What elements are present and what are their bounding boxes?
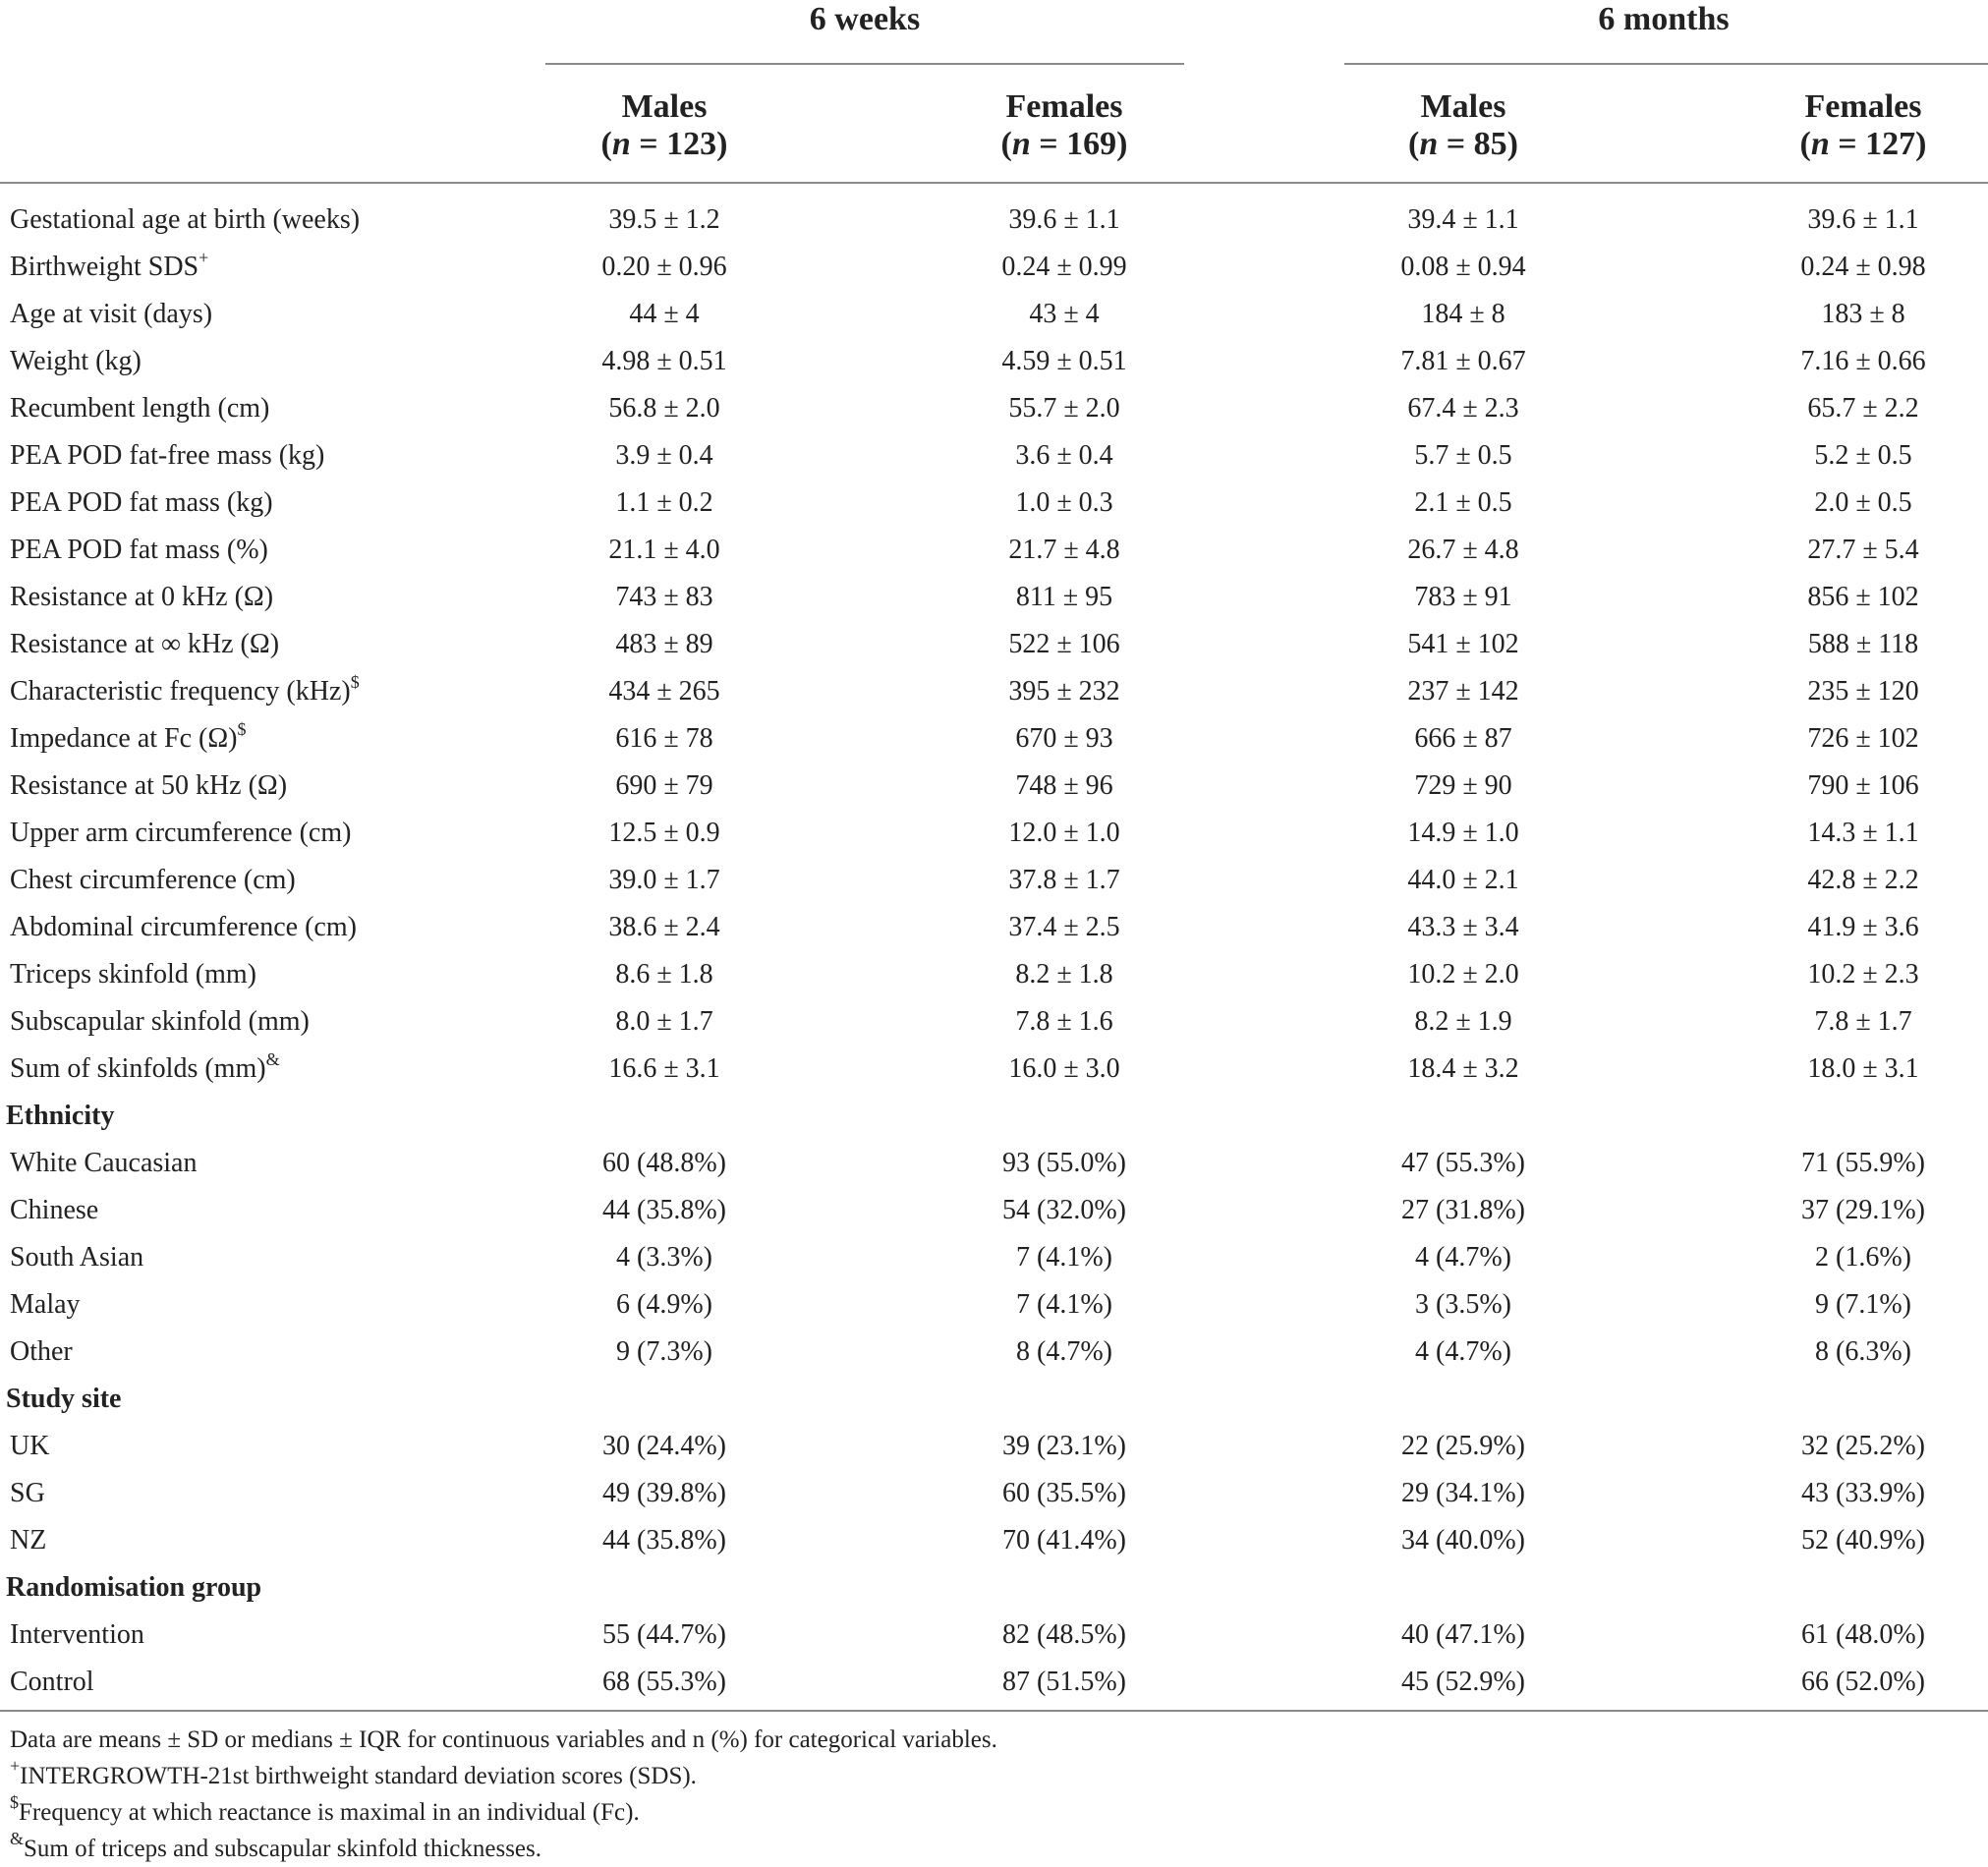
table-row bbox=[0, 998, 1988, 1046]
footnote-marker: $ bbox=[350, 672, 360, 692]
table-cell: 10.2 ± 2.0 bbox=[1407, 959, 1519, 990]
table-row bbox=[0, 1140, 1988, 1187]
row-label-text: PEA POD fat mass (kg) bbox=[10, 487, 273, 518]
n-label: n bbox=[611, 126, 631, 162]
column-header-n: (n = 123) bbox=[600, 126, 728, 162]
table-cell: 52 (40.9%) bbox=[1801, 1525, 1925, 1556]
row-label bbox=[10, 480, 273, 527]
table-row bbox=[0, 244, 1988, 291]
section-header-row bbox=[0, 1376, 1988, 1423]
table-row bbox=[0, 1659, 1988, 1706]
n-value: = 169 bbox=[1039, 126, 1117, 162]
table-cell: 12.0 ± 1.0 bbox=[1008, 818, 1120, 848]
table-cell: 34 (40.0%) bbox=[1401, 1525, 1525, 1556]
table-cell: 790 ± 106 bbox=[1807, 770, 1919, 801]
row-label-text: Recumbent length (cm) bbox=[10, 393, 270, 424]
table-row bbox=[0, 1470, 1988, 1517]
row-label-text: South Asian bbox=[10, 1242, 144, 1273]
footnote-text: INTERGROWTH-21st birthweight standard deviation scores (SDS). bbox=[20, 1763, 697, 1789]
row-label-text: PEA POD fat mass (%) bbox=[10, 535, 268, 565]
column-header-sex: Males bbox=[621, 88, 708, 125]
table-cell: 7.8 ± 1.7 bbox=[1814, 1006, 1912, 1037]
footer-rule bbox=[0, 1710, 1988, 1712]
table-cell: 45 (52.9%) bbox=[1401, 1667, 1525, 1697]
row-label-text: Weight (kg) bbox=[10, 346, 142, 376]
row-label bbox=[10, 1659, 94, 1706]
column-header-sex: Females bbox=[1804, 88, 1922, 125]
n-label: n bbox=[1011, 126, 1031, 162]
table-row bbox=[0, 763, 1988, 810]
row-label bbox=[10, 668, 360, 715]
n-value: = 123 bbox=[639, 126, 717, 162]
column-header-males-6-months bbox=[1335, 88, 1591, 163]
footnote bbox=[10, 1722, 1975, 1758]
column-header-n: (n = 85) bbox=[1408, 126, 1518, 162]
table-cell: 70 (41.4%) bbox=[1002, 1525, 1126, 1556]
row-label bbox=[10, 291, 212, 338]
table-cell: 541 ± 102 bbox=[1407, 629, 1519, 659]
table-cell: 522 ± 106 bbox=[1008, 629, 1120, 659]
row-label bbox=[10, 1187, 98, 1234]
table-cell: 39.6 ± 1.1 bbox=[1807, 204, 1919, 235]
table-row bbox=[0, 951, 1988, 998]
table-row bbox=[0, 1281, 1988, 1329]
table-cell: 811 ± 95 bbox=[1015, 582, 1113, 612]
row-label bbox=[10, 197, 360, 244]
table-cell: 856 ± 102 bbox=[1807, 582, 1919, 612]
table-cell: 93 (55.0%) bbox=[1002, 1148, 1126, 1178]
row-label bbox=[10, 1423, 49, 1470]
table-cell: 18.0 ± 3.1 bbox=[1807, 1053, 1919, 1084]
table-cell: 6 (4.9%) bbox=[616, 1289, 712, 1320]
table-row bbox=[0, 527, 1988, 574]
table-cell: 39.4 ± 1.1 bbox=[1407, 204, 1519, 235]
table-row bbox=[0, 810, 1988, 857]
section-label bbox=[6, 1376, 121, 1423]
table-cell: 8.2 ± 1.8 bbox=[1015, 959, 1113, 990]
table-cell: 47 (55.3%) bbox=[1401, 1148, 1525, 1178]
table-cell: 14.3 ± 1.1 bbox=[1807, 818, 1919, 848]
table-row bbox=[0, 904, 1988, 951]
row-label-text: Ethnicity bbox=[6, 1101, 115, 1131]
header-rule bbox=[0, 182, 1988, 184]
table-cell: 7.8 ± 1.6 bbox=[1015, 1006, 1113, 1037]
row-label bbox=[10, 244, 208, 291]
table-row bbox=[0, 1423, 1988, 1470]
table-cell: 61 (48.0%) bbox=[1801, 1619, 1925, 1650]
table-cell: 32 (25.2%) bbox=[1801, 1431, 1925, 1461]
table-cell: 666 ± 87 bbox=[1414, 723, 1512, 754]
table-cell: 60 (48.8%) bbox=[602, 1148, 726, 1178]
table-cell: 82 (48.5%) bbox=[1002, 1619, 1126, 1650]
row-label-text: Sum of skinfolds (mm) bbox=[10, 1053, 266, 1084]
table-cell: 18.4 ± 3.2 bbox=[1407, 1053, 1519, 1084]
table-cell: 1.0 ± 0.3 bbox=[1015, 487, 1113, 518]
section-label bbox=[6, 1564, 261, 1612]
group-header-6-months: 6 months bbox=[1598, 1, 1730, 37]
row-label bbox=[10, 763, 287, 810]
table-cell: 7.81 ± 0.67 bbox=[1400, 346, 1526, 376]
table-cell: 41.9 ± 3.6 bbox=[1807, 912, 1919, 942]
row-label-text: Resistance at 50 kHz (Ω) bbox=[10, 770, 288, 801]
table-cell: 71 (55.9%) bbox=[1801, 1148, 1925, 1178]
table-cell: 434 ± 265 bbox=[608, 676, 720, 707]
table-cell: 7 (4.1%) bbox=[1016, 1242, 1112, 1273]
table-cell: 43 (33.9%) bbox=[1801, 1478, 1925, 1508]
column-header-n: (n = 127) bbox=[1799, 126, 1927, 162]
table-cell: 3.9 ± 0.4 bbox=[615, 440, 713, 471]
table-row bbox=[0, 338, 1988, 385]
table-row bbox=[0, 1046, 1988, 1093]
table-row bbox=[0, 857, 1988, 904]
table-cell: 3.6 ± 0.4 bbox=[1015, 440, 1113, 471]
table-cell: 690 ± 79 bbox=[615, 770, 713, 801]
footnote-text: Frequency at which reactance is maximal in an individual (Fc). bbox=[19, 1799, 640, 1826]
row-label-text: Chinese bbox=[10, 1195, 99, 1225]
table-cell: 87 (51.5%) bbox=[1002, 1667, 1126, 1697]
footnote-text: Sum of triceps and subscapular skinfold thicknesses. bbox=[24, 1836, 542, 1862]
table-cell: 37 (29.1%) bbox=[1801, 1195, 1925, 1225]
table-cell: 26.7 ± 4.8 bbox=[1407, 535, 1519, 565]
table-cell: 44.0 ± 2.1 bbox=[1407, 865, 1519, 895]
row-label-text: Other bbox=[10, 1336, 73, 1367]
table-footnotes bbox=[10, 1722, 1975, 1867]
table-cell: 588 ± 118 bbox=[1807, 629, 1919, 659]
table-cell: 12.5 ± 0.9 bbox=[608, 818, 720, 848]
table-cell: 8.6 ± 1.8 bbox=[615, 959, 713, 990]
table-cell: 7.16 ± 0.66 bbox=[1800, 346, 1926, 376]
n-label: n bbox=[1419, 126, 1439, 162]
row-label bbox=[10, 1517, 46, 1564]
row-label-text: Triceps skinfold (mm) bbox=[10, 959, 256, 990]
table-row bbox=[0, 385, 1988, 432]
row-label-text: Intervention bbox=[10, 1619, 144, 1650]
row-label-text: White Caucasian bbox=[10, 1148, 198, 1178]
row-label-text: Chest circumference (cm) bbox=[10, 865, 296, 895]
table-cell: 43 ± 4 bbox=[1029, 299, 1100, 329]
row-label-text: Gestational age at birth (weeks) bbox=[10, 204, 361, 235]
row-label bbox=[10, 998, 310, 1046]
table-cell: 9 (7.3%) bbox=[616, 1336, 712, 1367]
row-label bbox=[10, 715, 246, 763]
table-cell: 68 (55.3%) bbox=[602, 1667, 726, 1697]
table-cell: 42.8 ± 2.2 bbox=[1807, 865, 1919, 895]
table-cell: 44 (35.8%) bbox=[602, 1525, 726, 1556]
row-label bbox=[10, 1234, 143, 1281]
row-label-text: Abdominal circumference (cm) bbox=[10, 912, 357, 942]
row-label-text: Malay bbox=[10, 1289, 81, 1320]
row-label-text: Upper arm circumference (cm) bbox=[10, 818, 352, 848]
table-cell: 1.1 ± 0.2 bbox=[615, 487, 713, 518]
table-row bbox=[0, 432, 1988, 480]
table-row bbox=[0, 621, 1988, 668]
column-header-females-6-months bbox=[1735, 88, 1988, 163]
table-cell: 27 (31.8%) bbox=[1401, 1195, 1525, 1225]
table-cell: 30 (24.4%) bbox=[602, 1431, 726, 1461]
row-label-text: Resistance at 0 kHz (Ω) bbox=[10, 582, 274, 612]
footnote-marker: & bbox=[265, 1049, 280, 1069]
footnote-symbol: + bbox=[10, 1756, 21, 1776]
table-row bbox=[0, 1234, 1988, 1281]
row-label bbox=[10, 621, 279, 668]
table-cell: 16.0 ± 3.0 bbox=[1008, 1053, 1120, 1084]
table-cell: 21.1 ± 4.0 bbox=[608, 535, 720, 565]
footnote-symbol: $ bbox=[10, 1792, 19, 1812]
footnote-symbol: & bbox=[10, 1829, 25, 1848]
table-cell: 483 ± 89 bbox=[615, 629, 713, 659]
section-header-row bbox=[0, 1093, 1988, 1140]
row-label bbox=[10, 1281, 81, 1329]
table-cell: 184 ± 8 bbox=[1421, 299, 1505, 329]
row-label bbox=[10, 810, 351, 857]
table-cell: 3 (3.5%) bbox=[1415, 1289, 1511, 1320]
table-cell: 5.7 ± 0.5 bbox=[1414, 440, 1512, 471]
column-header-n: (n = 169) bbox=[1000, 126, 1128, 162]
row-label bbox=[10, 574, 273, 621]
footnote bbox=[10, 1831, 1975, 1867]
row-label bbox=[10, 1329, 73, 1376]
table-cell: 729 ± 90 bbox=[1414, 770, 1512, 801]
row-label bbox=[10, 857, 296, 904]
section-label bbox=[6, 1093, 114, 1140]
row-label-text: NZ bbox=[10, 1525, 47, 1556]
table-cell: 783 ± 91 bbox=[1414, 582, 1512, 612]
table-cell: 54 (32.0%) bbox=[1002, 1195, 1126, 1225]
table-row bbox=[0, 1329, 1988, 1376]
table-row bbox=[0, 291, 1988, 338]
table-cell: 4 (3.3%) bbox=[616, 1242, 712, 1273]
table-cell: 10.2 ± 2.3 bbox=[1807, 959, 1919, 990]
footnote bbox=[10, 1758, 1975, 1794]
table-cell: 40 (47.1%) bbox=[1401, 1619, 1525, 1650]
table-row bbox=[0, 1517, 1988, 1564]
table-cell: 37.8 ± 1.7 bbox=[1008, 865, 1120, 895]
table-cell: 395 ± 232 bbox=[1008, 676, 1120, 707]
n-value: = 85 bbox=[1446, 126, 1507, 162]
table-cell: 55.7 ± 2.0 bbox=[1008, 393, 1120, 424]
footnote-text: Data are means ± SD or medians ± IQR for continuous variables and n (%) for categorical variables. bbox=[10, 1726, 997, 1753]
column-header-sex: Males bbox=[1420, 88, 1506, 125]
table-row bbox=[0, 574, 1988, 621]
table-cell: 0.24 ± 0.98 bbox=[1800, 252, 1926, 282]
table-row bbox=[0, 715, 1988, 763]
table-cell: 4 (4.7%) bbox=[1415, 1242, 1511, 1273]
section-header-row bbox=[0, 1564, 1988, 1612]
table-cell: 4.59 ± 0.51 bbox=[1001, 346, 1127, 376]
table-cell: 39 (23.1%) bbox=[1002, 1431, 1126, 1461]
table-cell: 8 (4.7%) bbox=[1016, 1336, 1112, 1367]
table-row bbox=[0, 1187, 1988, 1234]
table-cell: 2.1 ± 0.5 bbox=[1414, 487, 1512, 518]
table-row bbox=[0, 1612, 1988, 1659]
table-cell: 748 ± 96 bbox=[1015, 770, 1113, 801]
table-cell: 183 ± 8 bbox=[1821, 299, 1905, 329]
row-label-text: PEA POD fat-free mass (kg) bbox=[10, 440, 325, 471]
table-cell: 0.20 ± 0.96 bbox=[601, 252, 727, 282]
table-cell: 8.0 ± 1.7 bbox=[615, 1006, 713, 1037]
table-cell: 0.24 ± 0.99 bbox=[1001, 252, 1127, 282]
table-cell: 16.6 ± 3.1 bbox=[608, 1053, 720, 1084]
table-cell: 21.7 ± 4.8 bbox=[1008, 535, 1120, 565]
table-cell: 0.08 ± 0.94 bbox=[1400, 252, 1526, 282]
table-cell: 43.3 ± 3.4 bbox=[1407, 912, 1519, 942]
column-header-males-6-weeks bbox=[537, 88, 792, 163]
table-cell: 235 ± 120 bbox=[1807, 676, 1919, 707]
table-row bbox=[0, 480, 1988, 527]
table-cell: 616 ± 78 bbox=[615, 723, 713, 754]
footnote bbox=[10, 1794, 1975, 1831]
table-cell: 29 (34.1%) bbox=[1401, 1478, 1525, 1508]
table-cell: 7 (4.1%) bbox=[1016, 1289, 1112, 1320]
row-label bbox=[10, 951, 256, 998]
table-cell: 44 ± 4 bbox=[629, 299, 700, 329]
table-cell: 39.5 ± 1.2 bbox=[608, 204, 720, 235]
row-label bbox=[10, 1470, 45, 1517]
row-label bbox=[10, 1140, 197, 1187]
row-label-text: Age at visit (days) bbox=[10, 299, 213, 329]
table-cell: 55 (44.7%) bbox=[602, 1619, 726, 1650]
table-cell: 39.6 ± 1.1 bbox=[1008, 204, 1120, 235]
table-cell: 4.98 ± 0.51 bbox=[601, 346, 727, 376]
table-cell: 5.2 ± 0.5 bbox=[1814, 440, 1912, 471]
row-label bbox=[10, 1046, 280, 1093]
table-cell: 237 ± 142 bbox=[1407, 676, 1519, 707]
table-cell: 743 ± 83 bbox=[615, 582, 713, 612]
table-cell: 65.7 ± 2.2 bbox=[1807, 393, 1919, 424]
table-row bbox=[0, 197, 1988, 244]
footnote-marker: $ bbox=[237, 719, 247, 739]
row-label bbox=[10, 904, 357, 951]
column-header-sex: Females bbox=[1005, 88, 1123, 125]
table-cell: 67.4 ± 2.3 bbox=[1407, 393, 1519, 424]
row-label-text: Birthweight SDS bbox=[10, 252, 199, 282]
table-cell: 60 (35.5%) bbox=[1002, 1478, 1126, 1508]
table-cell: 27.7 ± 5.4 bbox=[1807, 535, 1919, 565]
table-cell: 56.8 ± 2.0 bbox=[608, 393, 720, 424]
row-label-text: Control bbox=[10, 1667, 94, 1697]
n-value: = 127 bbox=[1838, 126, 1916, 162]
row-label bbox=[10, 1612, 144, 1659]
table-cell: 66 (52.0%) bbox=[1801, 1667, 1925, 1697]
footnote-marker: + bbox=[199, 248, 209, 267]
row-label-text: Randomisation group bbox=[6, 1572, 262, 1603]
row-label-text: Subscapular skinfold (mm) bbox=[10, 1006, 310, 1037]
row-label-text: UK bbox=[10, 1431, 50, 1461]
group-rule-6-months bbox=[1344, 63, 1988, 65]
group-rule-6-weeks bbox=[545, 63, 1184, 65]
table-cell: 2.0 ± 0.5 bbox=[1814, 487, 1912, 518]
table-cell: 14.9 ± 1.0 bbox=[1407, 818, 1519, 848]
table-cell: 22 (25.9%) bbox=[1401, 1431, 1525, 1461]
table-cell: 9 (7.1%) bbox=[1815, 1289, 1911, 1320]
n-label: n bbox=[1810, 126, 1830, 162]
table-cell: 38.6 ± 2.4 bbox=[608, 912, 720, 942]
row-label-text: Study site bbox=[6, 1384, 122, 1414]
row-label-text: Impedance at Fc (Ω) bbox=[10, 723, 238, 754]
table-cell: 4 (4.7%) bbox=[1415, 1336, 1511, 1367]
table-cell: 37.4 ± 2.5 bbox=[1008, 912, 1120, 942]
group-header-6-weeks: 6 weeks bbox=[809, 1, 921, 37]
row-label-text: SG bbox=[10, 1478, 45, 1508]
row-label bbox=[10, 338, 142, 385]
table-cell: 670 ± 93 bbox=[1015, 723, 1113, 754]
table-cell: 39.0 ± 1.7 bbox=[608, 865, 720, 895]
row-label-text: Resistance at ∞ kHz (Ω) bbox=[10, 629, 280, 659]
table-row bbox=[0, 668, 1988, 715]
table-cell: 2 (1.6%) bbox=[1815, 1242, 1911, 1273]
row-label-text: Characteristic frequency (kHz) bbox=[10, 676, 351, 707]
row-label bbox=[10, 385, 269, 432]
column-header-females-6-weeks bbox=[937, 88, 1192, 163]
table-cell: 49 (39.8%) bbox=[602, 1478, 726, 1508]
table-cell: 44 (35.8%) bbox=[602, 1195, 726, 1225]
table-cell: 8.2 ± 1.9 bbox=[1414, 1006, 1512, 1037]
row-label bbox=[10, 432, 324, 480]
table-cell: 8 (6.3%) bbox=[1815, 1336, 1911, 1367]
row-label bbox=[10, 527, 268, 574]
table-cell: 726 ± 102 bbox=[1807, 723, 1919, 754]
